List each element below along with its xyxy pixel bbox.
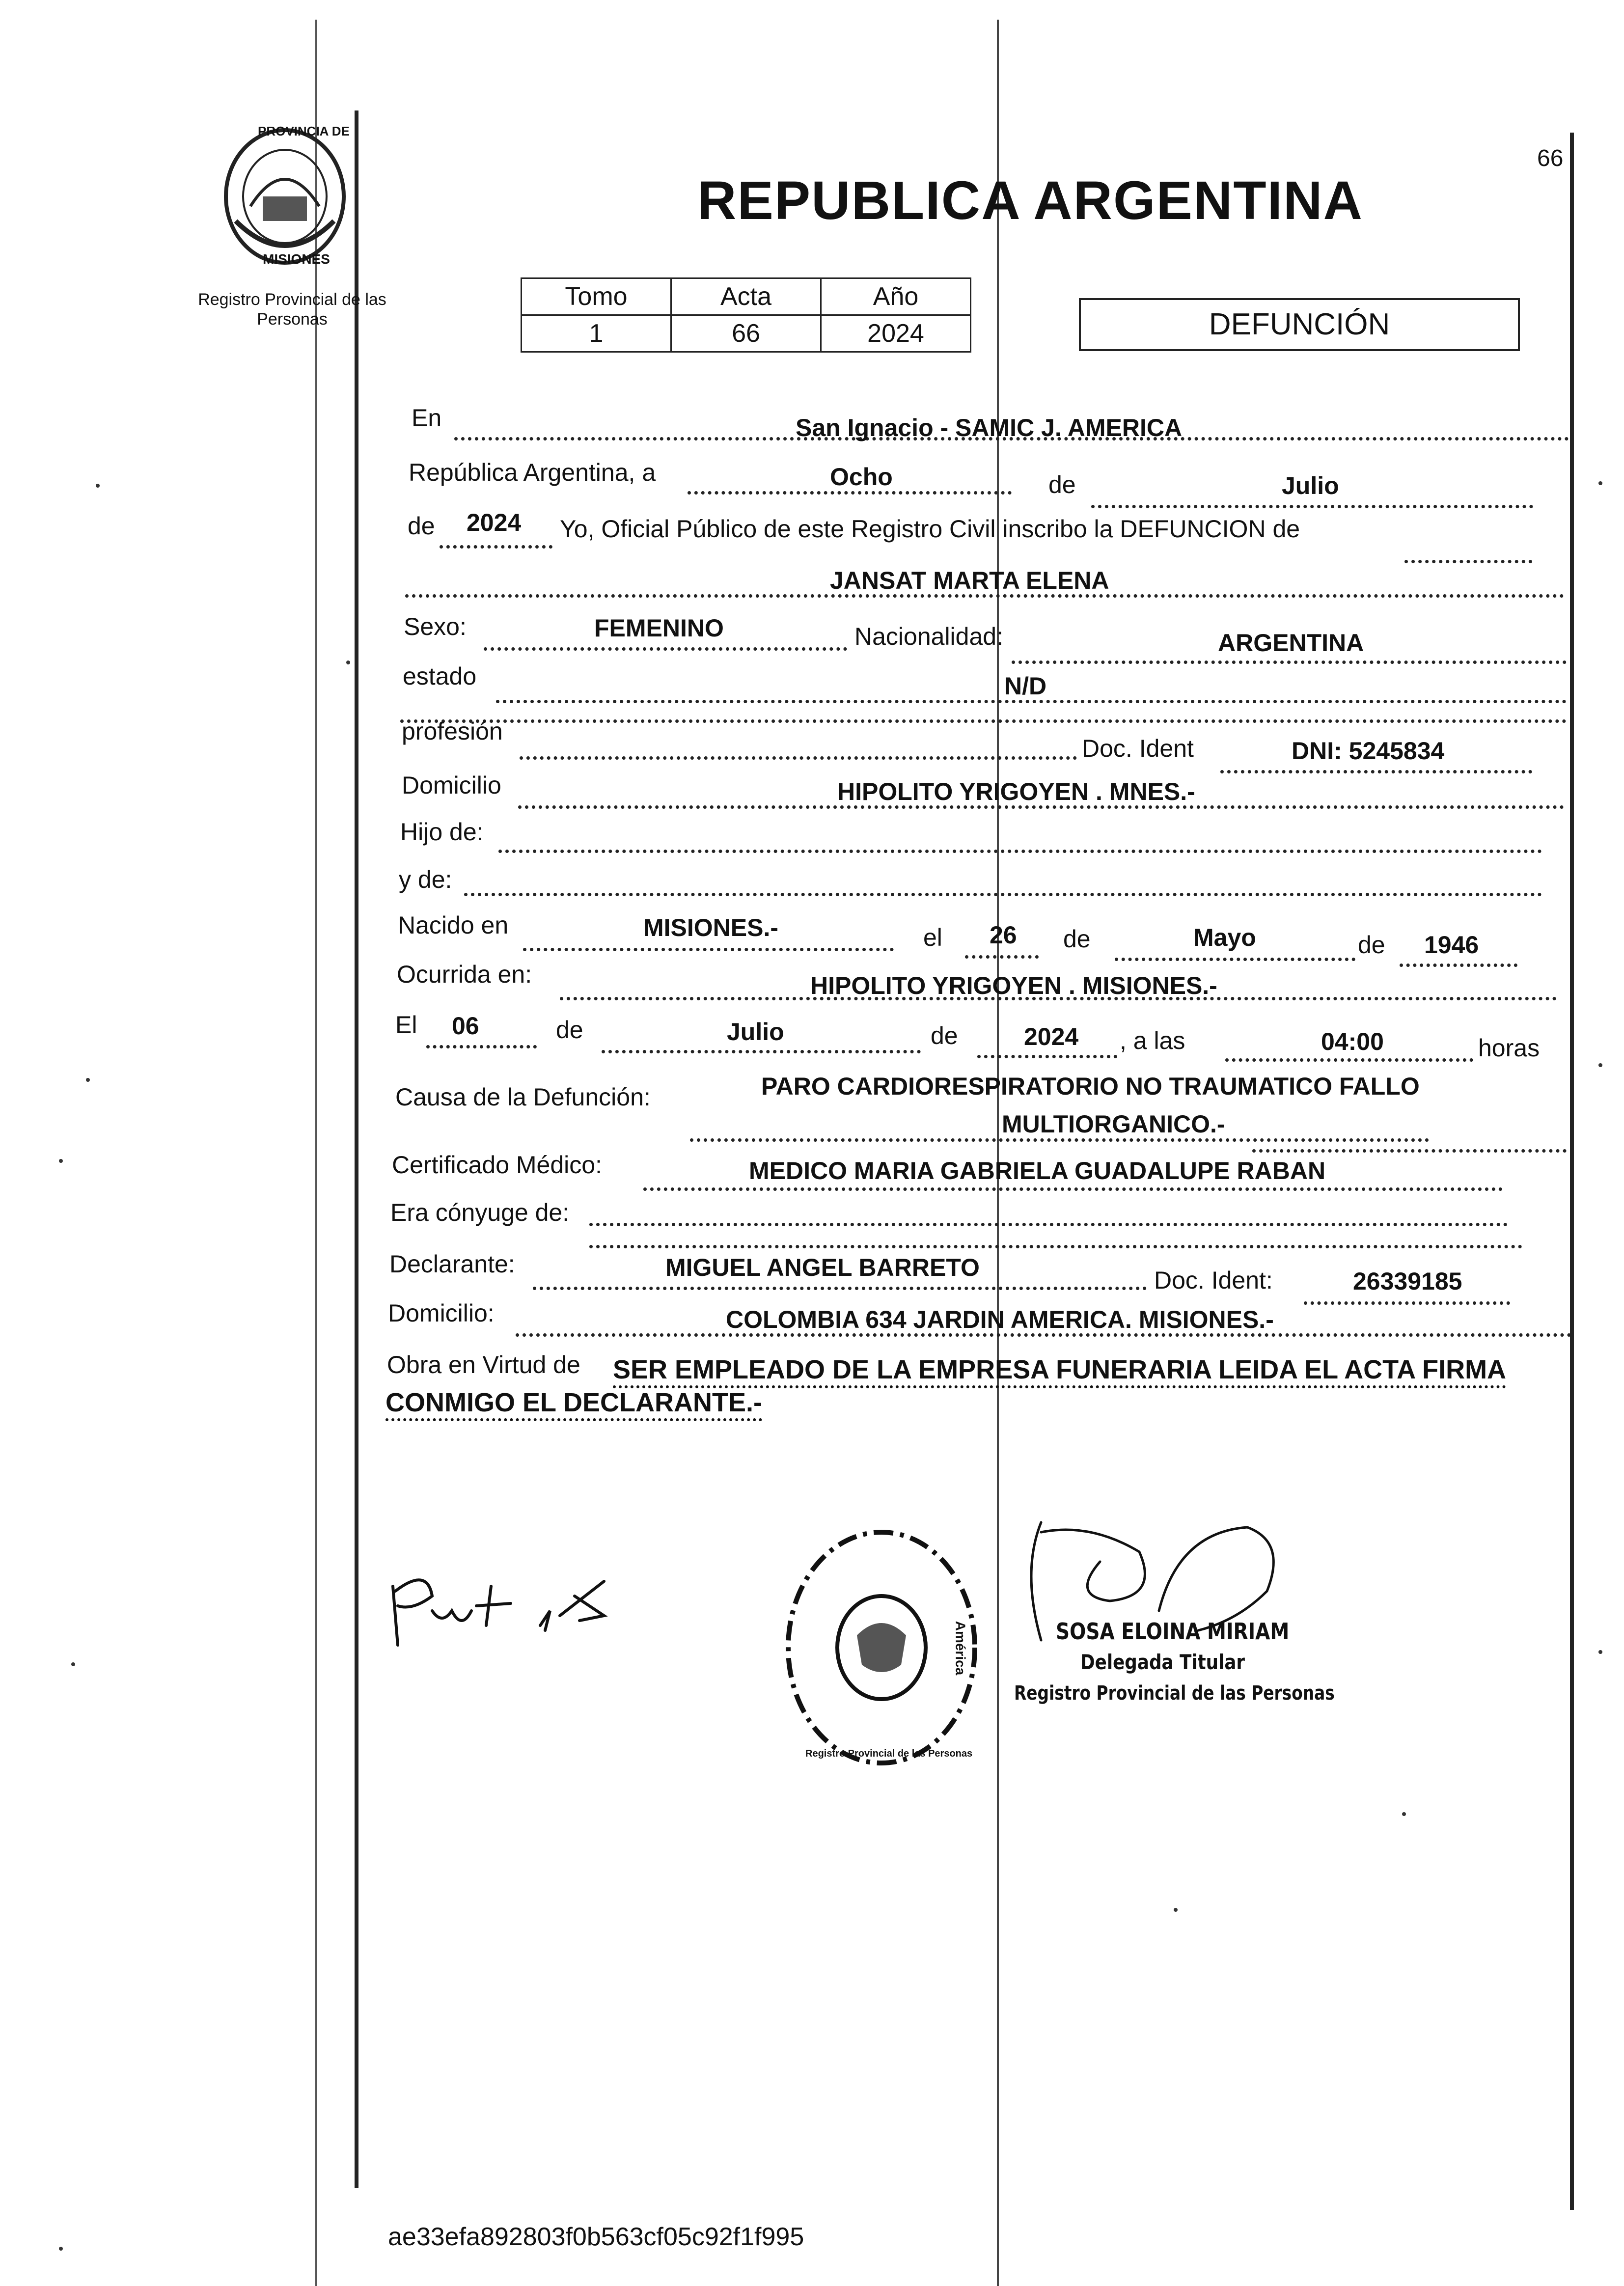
cert-value: MEDICO MARIA GABRIELA GUADALUPE RABAN: [749, 1157, 1326, 1184]
profesion-label: profesión: [402, 717, 503, 745]
yo-text: Yo, Oficial Público de este Registro Civil inscribo la DEFUNCION de: [560, 515, 1300, 543]
record-header-ano: Año: [821, 278, 971, 315]
obra-line1: SER EMPLEADO DE LA EMPRESA FUNERARIA LEIDA EL ACTA FIRMA: [613, 1355, 1507, 1384]
conyuge-dots: [589, 1223, 1508, 1226]
record-value-ano: 2024: [821, 315, 971, 352]
profesion-dots: [520, 756, 1077, 760]
en-label: En: [412, 404, 442, 432]
nacido-value: MISIONES.-: [643, 914, 779, 941]
year-dots: [440, 545, 552, 549]
causa-dots-2: [1252, 1149, 1567, 1153]
deceased-name: JANSAT MARTA ELENA: [830, 567, 1109, 594]
nacionalidad-value: ARGENTINA: [1218, 629, 1364, 657]
death-month-dots: [602, 1050, 921, 1053]
death-year: 2024: [1024, 1023, 1079, 1050]
domicilio-label: Domicilio: [402, 771, 501, 799]
official-title: Delegada Titular: [1080, 1650, 1245, 1674]
causa-label: Causa de la Defunción:: [395, 1083, 651, 1111]
death-month: Julio: [727, 1018, 784, 1046]
alas-label: , a las: [1120, 1027, 1185, 1054]
causa-line1: PARO CARDIORESPIRATORIO NO TRAUMATICO FALLO: [761, 1073, 1420, 1100]
nacido-label: Nacido en: [398, 911, 509, 939]
footer-hash: ae33efa892803f0b563cf05c92f1f995: [388, 2223, 804, 2251]
ocurrida-value: HIPOLITO YRIGOYEN . MISIONES.-: [810, 972, 1217, 999]
doc2-label: Doc. Ident:: [1154, 1267, 1273, 1294]
doc-dots: [1220, 770, 1532, 773]
yo-dots: [1404, 560, 1532, 563]
birth-day-dots: [965, 955, 1039, 959]
official-office: Registro Provincial de las Personas: [1014, 1682, 1335, 1705]
month-dots: [1091, 505, 1533, 508]
center-fold-line: [997, 20, 999, 2286]
doc-label: Doc. Ident: [1082, 735, 1194, 762]
domicilio-value: HIPOLITO YRIGOYEN . MNES.-: [837, 778, 1195, 805]
de6-label: de: [931, 1022, 958, 1049]
causa-dots: [690, 1138, 1429, 1142]
doc2-value: 26339185: [1353, 1267, 1462, 1295]
province-seal: [216, 123, 354, 270]
declarant-signature: [383, 1557, 638, 1657]
estado-value: N/D: [1004, 672, 1047, 700]
sexo-label: Sexo:: [404, 613, 467, 640]
stamp-side-text: América: [953, 1621, 968, 1676]
country-title: REPUBLICA ARGENTINA: [697, 170, 1363, 231]
ocurrida-label: Ocurrida en:: [397, 961, 532, 988]
birth-month: Mayo: [1193, 924, 1256, 951]
estado-label: estado: [403, 662, 477, 690]
doc2-dots: [1304, 1301, 1510, 1305]
conyuge-label: Era cónyuge de:: [390, 1199, 570, 1226]
scan-mark: [1598, 1063, 1602, 1067]
de-label: de: [1048, 471, 1076, 498]
birth-day: 26: [990, 921, 1017, 949]
birth-year-dots: [1400, 964, 1517, 967]
death-time-dots: [1225, 1058, 1473, 1062]
scan-mark: [1402, 1812, 1406, 1816]
official-stamp: [771, 1517, 992, 1778]
domicilio2-label: Domicilio:: [388, 1299, 495, 1327]
page-number: 66: [1537, 145, 1564, 171]
estado-dots: [496, 700, 1567, 703]
seal-caption-bottom: MISIONES: [263, 251, 330, 267]
horas-label: horas: [1478, 1034, 1540, 1062]
record-value-tomo: 1: [522, 315, 671, 352]
el2-label: El: [395, 1011, 417, 1039]
birth-year: 1946: [1424, 931, 1479, 959]
record-header-acta: Acta: [671, 278, 821, 315]
conyuge-dots-2: [589, 1245, 1522, 1248]
death-year-dots: [977, 1055, 1117, 1058]
obra-label: Obra en Virtud de: [387, 1351, 580, 1378]
form-right-border: [1570, 133, 1574, 2210]
yde-label: y de:: [399, 866, 452, 893]
year-value: 2024: [467, 509, 522, 536]
scan-mark: [86, 1078, 90, 1082]
sexo-value: FEMENINO: [594, 614, 724, 642]
declarante-label: Declarante:: [389, 1250, 515, 1278]
name-dots: [405, 594, 1564, 598]
record-table: [521, 277, 971, 353]
scan-mark: [71, 1662, 75, 1666]
de4-label: de: [1358, 931, 1385, 959]
el-label: el: [923, 924, 942, 951]
cert-dots: [643, 1187, 1503, 1191]
form-left-border: [355, 110, 358, 2188]
declarante-dots: [533, 1287, 1147, 1290]
death-day: 06: [452, 1012, 479, 1040]
causa-line2: MULTIORGANICO.-: [1002, 1110, 1225, 1138]
record-value-acta: 66: [671, 315, 821, 352]
official-name: SOSA ELOINA MIRIAM: [1056, 1618, 1290, 1645]
obra-line2: CONMIGO EL DECLARANTE.-: [385, 1388, 762, 1417]
domicilio-dots: [518, 805, 1564, 809]
day-dots: [688, 491, 1012, 495]
seal-caption-top: PROVINCIA DE: [258, 124, 350, 138]
cert-label: Certificado Médico:: [392, 1151, 602, 1179]
scan-mark: [1598, 1650, 1602, 1654]
blank-row-dots: [400, 719, 1567, 723]
month-value: Julio: [1282, 472, 1339, 499]
domicilio2-dots: [516, 1333, 1571, 1337]
scan-mark: [59, 2247, 63, 2251]
scan-mark: [96, 484, 100, 488]
day-word: Ocho: [830, 463, 893, 491]
registry-caption: Registro Provincial de las Personas: [198, 290, 386, 329]
scan-mark: [1598, 481, 1602, 485]
yde-dots: [464, 893, 1542, 896]
declarante-value: MIGUEL ANGEL BARRETO: [665, 1254, 980, 1281]
hijo-label: Hijo de:: [400, 818, 484, 846]
sexo-dots: [484, 647, 847, 651]
de2-label: de: [408, 512, 435, 540]
death-time: 04:00: [1321, 1028, 1384, 1055]
scan-mark: [59, 1159, 63, 1163]
death-day-dots: [426, 1045, 537, 1048]
record-header-tomo: Tomo: [522, 278, 671, 315]
nacionalidad-label: Nacionalidad:: [854, 623, 1003, 650]
de3-label: de: [1063, 925, 1091, 953]
nacido-dots: [523, 948, 894, 951]
hijo-dots: [498, 850, 1542, 853]
birth-month-dots: [1115, 958, 1355, 961]
stamp-ring-text: Registro Provincial de las Personas: [805, 1748, 973, 1759]
scan-mark: [1174, 1908, 1178, 1912]
en-value: San Ignacio - SAMIC J. AMERICA: [796, 414, 1183, 441]
scan-mark: [346, 661, 350, 664]
doc-value: DNI: 5245834: [1292, 737, 1445, 765]
record-type-box: DEFUNCIÓN: [1079, 298, 1520, 351]
nacionalidad-dots: [1012, 661, 1567, 664]
province-seal-icon: [216, 123, 354, 270]
ra-label: República Argentina, a: [409, 459, 656, 486]
de5-label: de: [556, 1016, 583, 1044]
domicilio2-value: COLOMBIA 634 JARDIN AMERICA. MISIONES.-: [726, 1306, 1274, 1333]
left-margin-line: [315, 20, 317, 2286]
